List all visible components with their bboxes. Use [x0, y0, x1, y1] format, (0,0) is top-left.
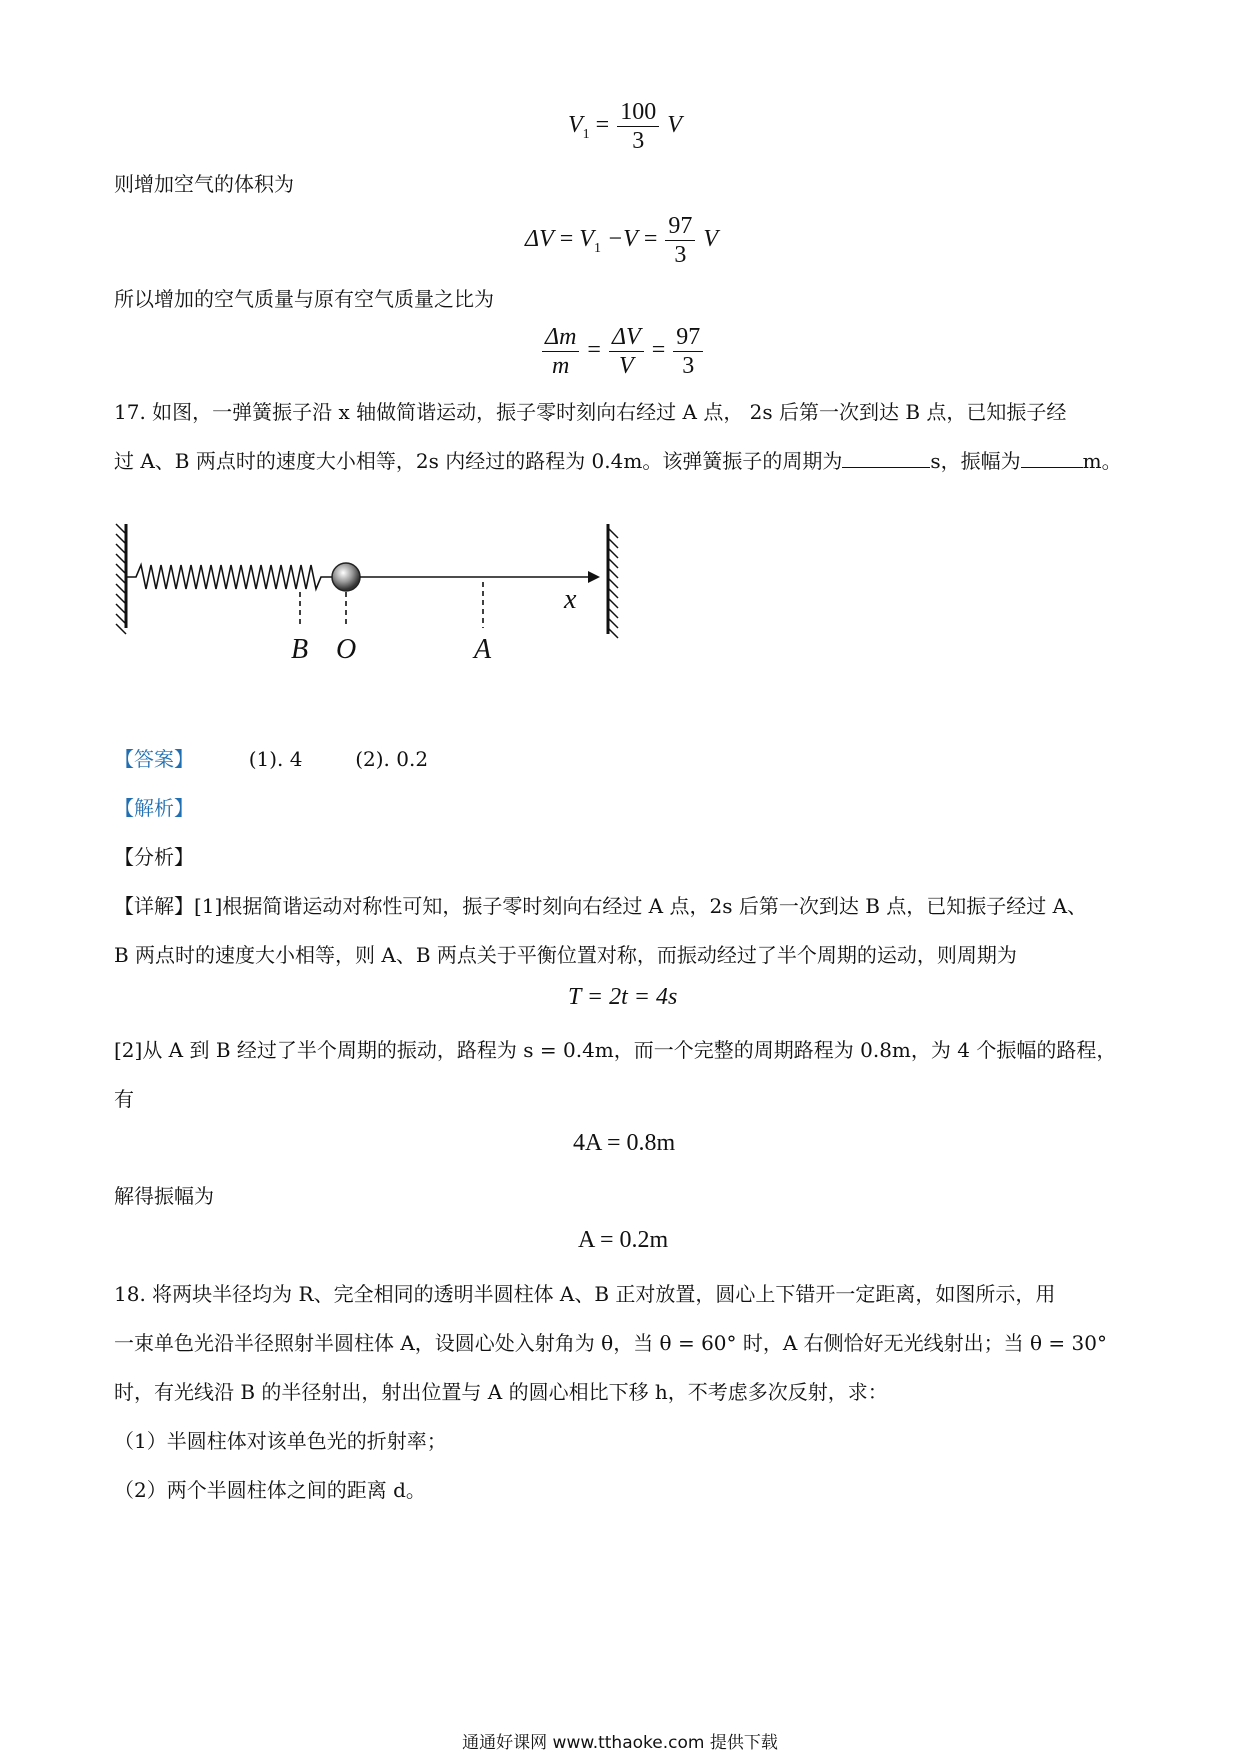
answer-tag: 【答案】	[114, 747, 194, 771]
answer-2: (2). 0.2	[355, 747, 429, 771]
spring	[126, 565, 332, 589]
label-a: A	[474, 634, 492, 665]
x-axis-arrow	[588, 571, 600, 583]
q18-item1: （1）半圆柱体对该单色光的折射率；	[114, 1429, 447, 1453]
q17-line2-a: 过 A、B 两点时的速度大小相等，2s 内经过的路程为 0.4m。该弹簧振子的周期为	[114, 449, 843, 473]
q18-line1: 18. 将两块半径均为 R、完全相同的透明半圆柱体 A、B 正对放置，圆心上下错开一定距离，如图所示，用	[114, 1282, 1056, 1306]
q17-line2	[114, 447, 1122, 475]
eq-dv-delta: ΔV	[525, 226, 554, 253]
detail-line3: [2]从 A 到 B 经过了半个周期的振动，路程为 s = 0.4m，而一个完整的周期路程为 0.8m，为 4 个振幅的路程，	[114, 1038, 1117, 1062]
q18-line2: 一束单色光沿半径照射半圆柱体 A，设圆心处入射角为 θ，当 θ = 60° 时，A 右侧恰好无光线射出；当 θ = 30°	[114, 1331, 1107, 1355]
eq-ratio-f3-den: 3	[682, 353, 695, 379]
text-increase-volume: 则增加空气的体积为	[114, 172, 294, 196]
eq-dv-v1: V	[579, 226, 594, 253]
label-x: x	[564, 584, 577, 615]
eq-v1-sub: 1	[582, 126, 590, 142]
detail-line1: 【详解】[1]根据简谐运动对称性可知，振子零时刻向右经过 A 点，2s 后第一次到达 B 点，已知振子经过 A、	[114, 894, 1088, 918]
q18-line3: 时，有光线沿 B 的半径射出，射出位置与 A 的圆心相比下移 h，不考虑多次反射，求：	[114, 1380, 888, 1404]
page-footer: 通通好课网 www.tthaoke.com 提供下载	[462, 1733, 778, 1753]
answer-line	[114, 745, 428, 773]
eq-dv-rhs: V	[703, 226, 719, 253]
eq-v1-num: 100	[617, 98, 659, 127]
equation-period: T = 2t = 4s	[568, 984, 678, 1010]
detail-line2: B 两点时的速度大小相等，则 A、B 两点关于平衡位置对称，而振动经过了半个周期的运动，则周期为	[114, 943, 1017, 967]
fenxi-tag: 【分析】	[114, 845, 194, 869]
eq-ratio-f1-den: m	[552, 353, 570, 379]
eq-ratio-eq2: =	[651, 337, 666, 364]
eq-dv-num: 97	[665, 212, 695, 241]
label-b: B	[291, 634, 309, 665]
eq-dv-eq2: =	[643, 226, 658, 253]
label-o: O	[336, 634, 357, 665]
eq-dv-minus: −V	[606, 226, 638, 253]
eq-v1-rhs: V	[667, 112, 682, 139]
q17-blank-period	[842, 447, 930, 468]
spring-oscillator-figure	[110, 510, 630, 670]
eq-ratio-f2-den: V	[619, 353, 634, 379]
equation-amplitude: A = 0.2m	[578, 1227, 669, 1253]
answer-1: (1). 4	[248, 747, 303, 771]
eq-dv-den: 3	[674, 242, 687, 268]
detail-line4: 有	[114, 1087, 134, 1111]
eq-ratio-f1-num: Δm	[542, 323, 579, 352]
text-mass-ratio: 所以增加的空气质量与原有空气质量之比为	[114, 287, 494, 311]
eq-dv-sub: 1	[593, 240, 601, 256]
equation-v1	[568, 98, 682, 155]
equation-mass-ratio	[540, 323, 705, 380]
q17-blank-amplitude	[1021, 447, 1083, 468]
eq-v1-lhs: V	[568, 112, 583, 139]
q17-line2-c: m。	[1082, 449, 1122, 473]
detail-line5: 解得振幅为	[114, 1184, 214, 1208]
q17-line1: 17. 如图，一弹簧振子沿 x 轴做简谐运动，振子零时刻向右经过 A 点， 2s 后第一次到达 B 点，已知振子经	[114, 400, 1067, 424]
q17-line2-b: s，振幅为	[930, 449, 1021, 473]
analysis-tag: 【解析】	[114, 796, 194, 820]
eq-dv-eq1: =	[559, 226, 574, 253]
eq-ratio-f3-num: 97	[673, 323, 703, 352]
equation-delta-v	[525, 212, 718, 269]
eq-ratio-f2-num: ΔV	[609, 323, 644, 352]
q18-item2: （2）两个半圆柱体之间的距离 d。	[114, 1478, 426, 1502]
eq-v1-den: 3	[632, 128, 645, 154]
oscillator-ball	[332, 563, 360, 591]
eq-ratio-eq1: =	[587, 337, 601, 364]
equation-4a: 4A = 0.8m	[573, 1130, 676, 1156]
eq-v1-equals: =	[595, 112, 610, 139]
